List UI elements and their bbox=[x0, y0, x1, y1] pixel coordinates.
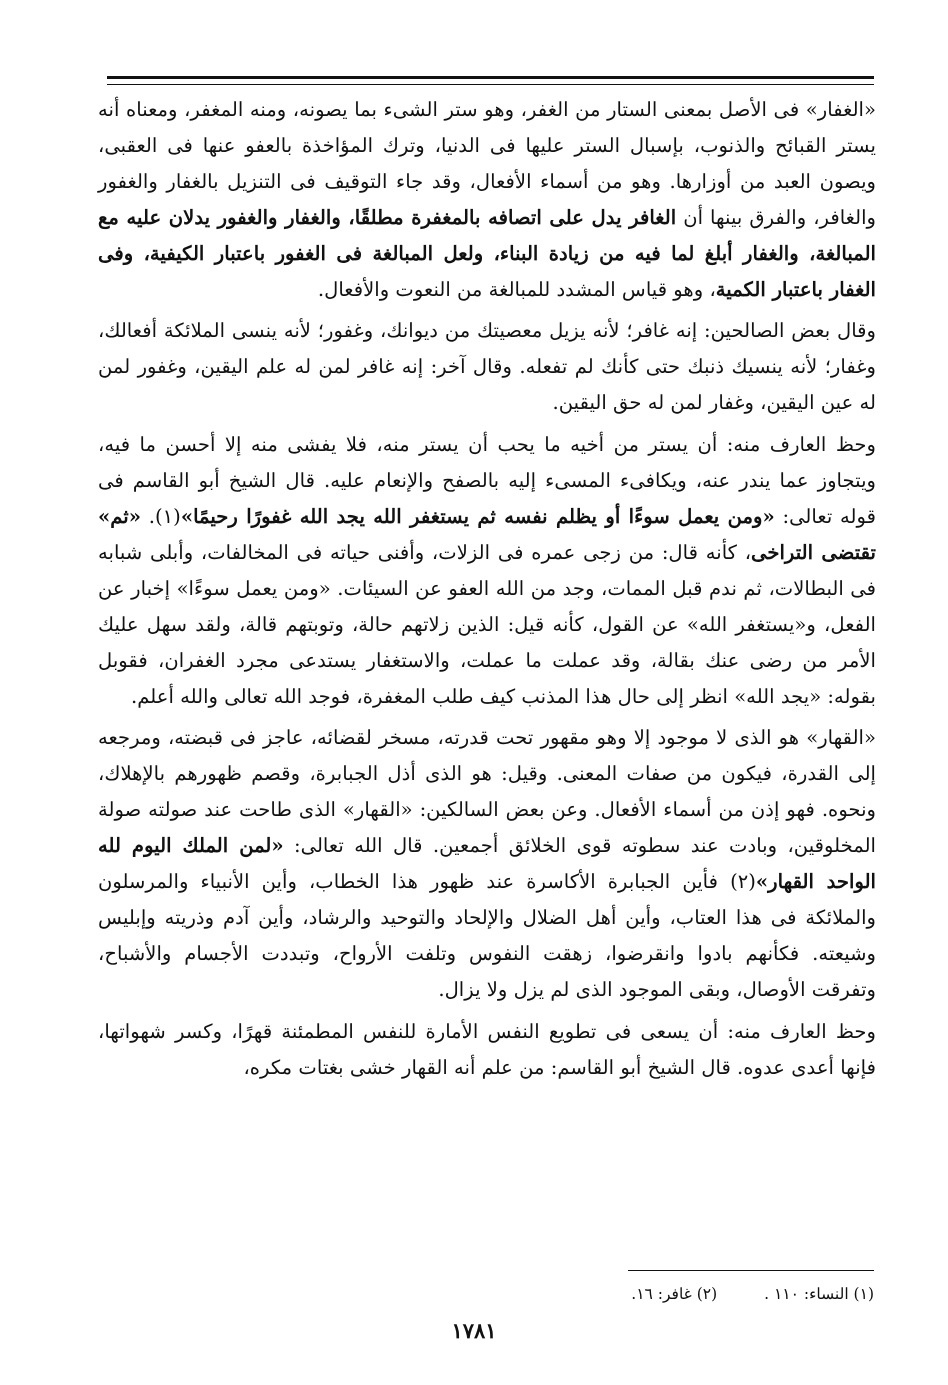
paragraph bbox=[98, 313, 876, 421]
text-segment: «القهار» هو الذى لا موجود إلا وهو مقهور تحت قدرته، مسخر لقضائه، عاجز فى قبضته، ومرجعه إلى القدرة، فيكون من صفات المعنى. وقيل: هو الذى أذل الجبابرة، وقصم ظهورهم بالإهلاك، ونحوه. فهو إذن من أسماء الأفعال. وعن بعض السالكين: «القهار» الذى طاحت عند صولته صولة المخلوقين، وبادت عند سطوته قوى الخلائق أجمعين. قال الله تعالى: bbox=[98, 726, 876, 858]
header-rule-thick bbox=[107, 76, 874, 79]
text-segment: «الغفار» فى الأصل بمعنى الستار من الغفر، وهو ستر الشىء بما يصونه، ومنه المغفر، ومعناه أنه يستر القبائح والذنوب، بإسبال الستر عليها فى الدنيا، وترك المؤاخذة بالعفو عنها فى العقبى، ويصون العبد من أوزارها. وهو من أسماء الأفعال، وقد جاء التوقيف فى التنزيل بالغفار والغفور والغافر، والفرق بينها أن bbox=[98, 98, 877, 229]
text-segment: وقال بعض الصالحين: إنه غافر؛ لأنه يزيل معصيتك من ديوانك، وغفور؛ لأنه ينسى الملائكة أفعالك، وغفار؛ لأنه ينسيك ذنبك حتى كأنك لم تفعله. وقال آخر: إنه غافر لمن له علم اليقين، وغفور لمن له عين اليقين، وغفار لمن له حق اليقين. bbox=[98, 319, 876, 415]
footnote-1: (١) النساء: ١١٠ . bbox=[764, 1285, 874, 1303]
paragraph bbox=[98, 720, 876, 1007]
text-segment: ، وهو قياس المشدد للمبالغة من النعوت والأفعال. bbox=[317, 277, 716, 301]
header-rule-thin bbox=[107, 84, 874, 85]
text-segment: (٢) فأين الجبابرة الأكاسرة عند ظهور هذا الخطاب، وأين الأنبياء والمرسلون والملائكة فى هذا العتاب، وأين أهل الضلال والإلحاد والتوحيد والرشاد، وأين آدم وذريته وإبليس وشيعته. فكأنهم بادوا وانقرضوا، زهقت النفوس وتلفت الأرواح، وتبددت الأجسام والأشباح، وتفرقت الأوصال، وبقى الموجود الذى لم يزل ولا يزال. bbox=[98, 870, 876, 1001]
body-text bbox=[98, 92, 876, 1091]
bold-text-segment: «لمن الملك اليوم لله الواحد القهار» bbox=[98, 834, 876, 894]
footnotes bbox=[560, 1282, 874, 1306]
bold-text-segment: «ومن يعمل سوءًا أو يظلم نفسه ثم يستغفر الله يجد الله غفورًا رحيمًا» bbox=[180, 504, 775, 528]
paragraph bbox=[98, 92, 876, 307]
footnote-rule bbox=[628, 1270, 874, 1271]
paragraph bbox=[98, 1014, 876, 1086]
paragraph bbox=[98, 427, 876, 714]
page-number: ١٧٨١ bbox=[451, 1318, 497, 1343]
bold-text-segment: الغافر يدل على اتصافه بالمغفرة مطلقًا، والغفار والغفور يدلان عليه مع المبالغة، والغفار أبلغ لما فيه من زيادة البناء، ولعل المبالغة فى الغفور باعتبار الكيفية، وفى الغفار باعتبار الكمية bbox=[98, 205, 876, 301]
bold-text-segment: «ثم» تقتضى التراخى bbox=[98, 504, 876, 564]
text-segment: وحظ العارف منه: أن يستر من أخيه ما يحب أن يستر منه، فلا يفشى منه إلا أحسن ما فيه، ويتجاوز عما يندر عنه، ويكافىء المسىء إليه بالصفح والإنعام عليه. قال الشيخ أبو القاسم فى قوله تعالى: bbox=[98, 433, 877, 528]
footnote-2: (٢) غافر: ١٦. bbox=[631, 1285, 718, 1303]
text-segment: ، كأنه قال: من زجى عمره فى الزلات، وأفنى حياته فى المخالفات، وأبلى شبابه فى البطالات، ثم ندم قبل الممات، وجد من الله العفو عن السيئات. «ومن يعمل سوءًا» إخبار عن الفعل، و«يستغفر الله» عن القول، كأنه قيل: الذين زلاتهم حالة، وتوبتهم قالة، ولقد سهل عليك الأمر من رضى عنك بقالة، وقد عملت ما عملت، والاستغفار يستدعى مجرد الغفران، فقوبل بقوله: «يجد الله» انظر إلى حال هذا المذنب كيف طلب المغفرة، فوجد الله تعالى والله أعلم. bbox=[98, 540, 876, 708]
text-segment: (١). bbox=[141, 504, 181, 528]
text-segment: وحظ العارف منه: أن يسعى فى تطويع النفس الأمارة للنفس المطمئنة قهرًا، وكسر شهواتها، فإنها أعدى عدوه. قال الشيخ أبو القاسم: من علم أنه القهار خشى بغتات مكره، bbox=[98, 1019, 876, 1079]
